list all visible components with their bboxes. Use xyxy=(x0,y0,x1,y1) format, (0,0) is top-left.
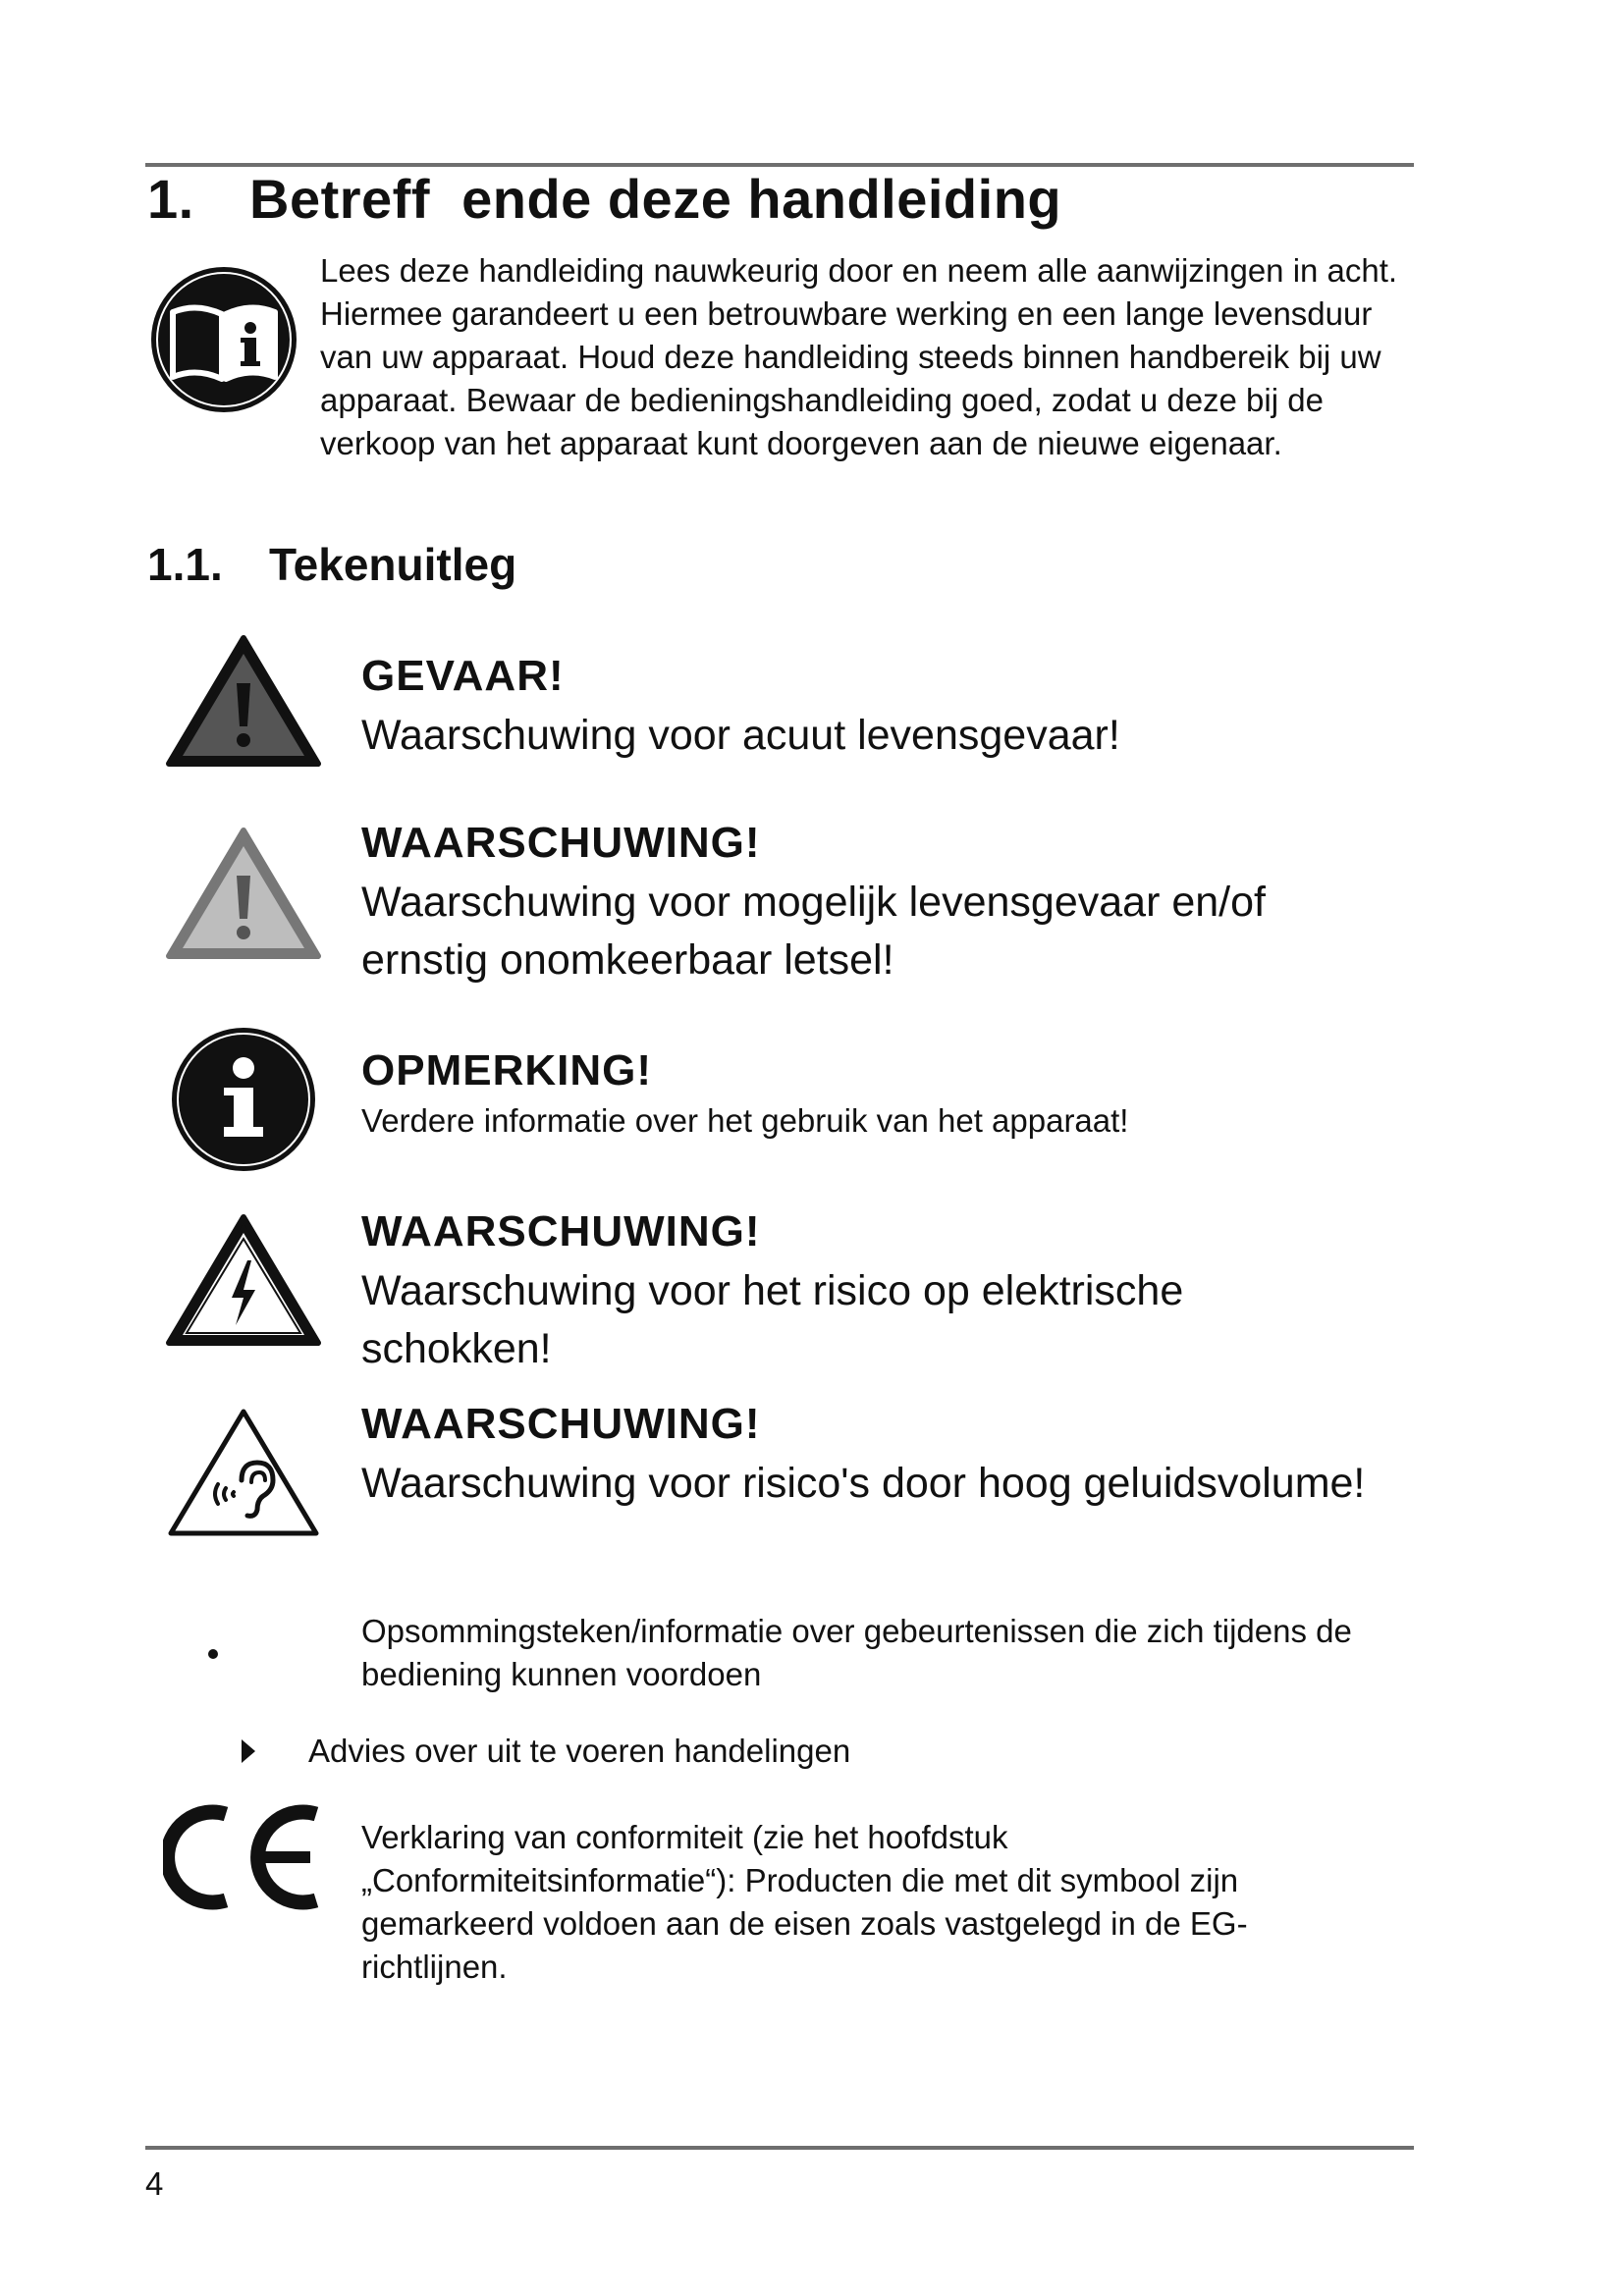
electric-shock-icon xyxy=(165,1211,322,1349)
page-number: 4 xyxy=(145,2165,164,2202)
symbol-hearing xyxy=(361,1400,1402,1513)
symbol-electric xyxy=(361,1207,1402,1378)
danger-triangle-icon xyxy=(165,632,322,770)
symbol-text: Waarschuwing voor acuut levensgevaar! xyxy=(361,712,1120,759)
ce-text: Verklaring van conformiteit (zie het hoofdstuk „Conformiteitsinformatie“): Producten die met dit symbool zijn gemarkeerd voldoen aan de eisen zoals vastgelegd in de EG-richtlijnen. xyxy=(361,1819,1248,1985)
symbol-warning xyxy=(361,819,1402,989)
ce-mark-icon xyxy=(163,1800,326,1914)
section-number: 1.1. xyxy=(147,539,223,590)
symbol-text: Waarschuwing voor het risico op elektrische schokken! xyxy=(361,1267,1184,1372)
chapter-title: Betreff ende deze handleiding xyxy=(249,168,1062,230)
manual-info-icon xyxy=(147,263,300,416)
bullet-text: Opsommingsteken/informatie over gebeurtenissen die zich tijdens de bediening kunnen voordoen xyxy=(361,1613,1352,1692)
symbol-title: WAARSCHUWING! xyxy=(361,1207,761,1255)
info-circle-icon xyxy=(169,1025,318,1174)
chapter-heading xyxy=(147,167,1061,231)
symbol-title: WAARSCHUWING! xyxy=(361,819,761,867)
symbol-title: OPMERKING! xyxy=(361,1046,652,1095)
symbol-text: Waarschuwing voor risico's door hoog geluidsvolume! xyxy=(361,1460,1366,1507)
symbol-danger xyxy=(361,652,1402,765)
symbol-title: GEVAAR! xyxy=(361,652,565,700)
symbol-title: WAARSCHUWING! xyxy=(361,1400,761,1448)
bullet-dot-icon xyxy=(208,1649,218,1659)
hearing-volume-icon xyxy=(165,1404,322,1541)
symbol-text: Verdere informatie over het gebruik van het apparaat! xyxy=(361,1102,1129,1139)
arrow-right-icon xyxy=(242,1739,255,1763)
symbol-note xyxy=(361,1046,1402,1143)
section-title: Tekenuitleg xyxy=(269,539,517,590)
bottom-rule xyxy=(145,2146,1414,2150)
action-text: Advies over uit te voeren handelingen xyxy=(308,1733,851,1769)
warning-triangle-icon xyxy=(165,825,322,962)
symbol-text: Waarschuwing voor mogelijk levensgevaar en/of ernstig onomkeerbaar letsel! xyxy=(361,879,1266,984)
section-heading xyxy=(147,538,516,591)
chapter-intro: Lees deze handleiding nauwkeurig door en neem alle aanwijzingen in acht. Hiermee garandeert u een betrouwbare werking en een lange levensduur van uw apparaat. Houd deze handleiding steeds binnen handbereik bij uw apparaat. Bewaar de bedieningshandleiding goed, zodat u deze bij de verkoop van het apparaat kunt doorgeven aan de nieuwe eigenaar. xyxy=(320,252,1398,461)
chapter-number: 1. xyxy=(147,168,194,230)
